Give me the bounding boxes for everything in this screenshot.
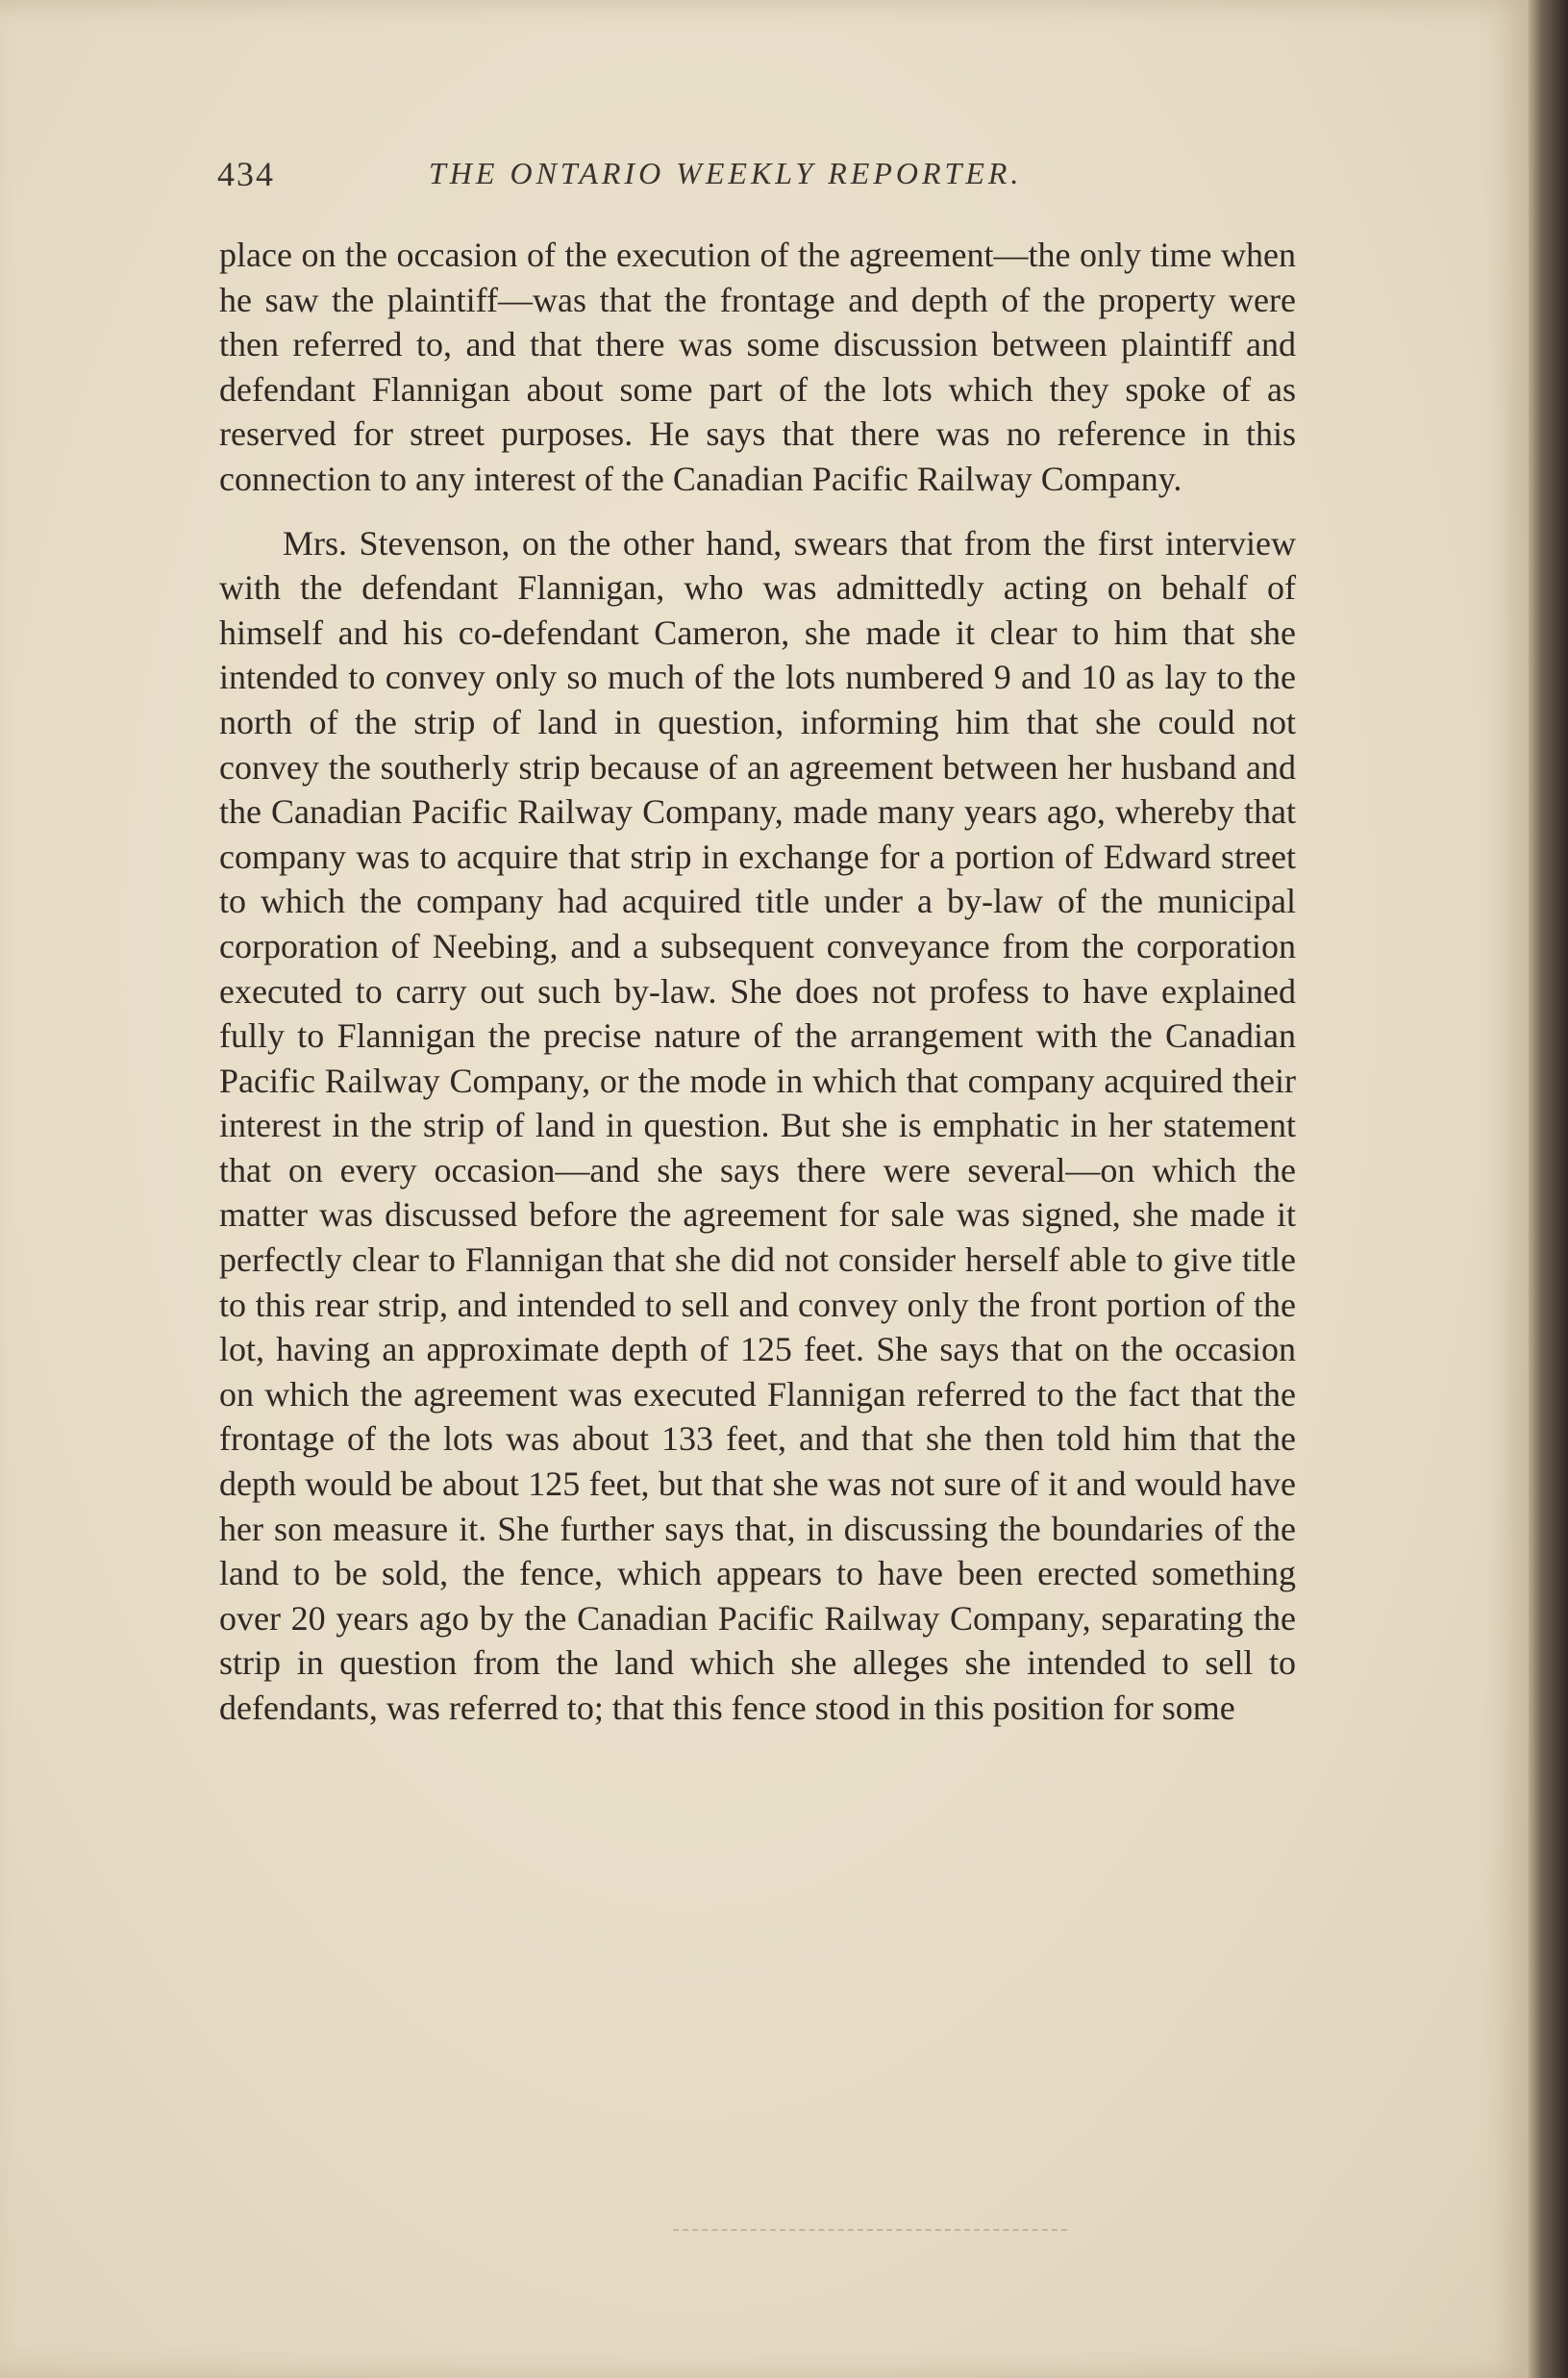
running-head: THE ONTARIO WEEKLY REPORTER. [429, 156, 1023, 190]
paragraph-continued: place on the occasion of the execution of the agreement—the only time when he saw the plaintiff—was that the frontage and depth of the property were then referred to, and that there was some discussion between plaintiff and defendant Flannigan about some part of the lots which they spoke of as reserved for street purposes. He says that there was no reference in this connection to any interest of the Canadian Pacific Railway Company. [219, 236, 1296, 498]
footer-rule [673, 2229, 1067, 2231]
body-text [219, 233, 1296, 1731]
page-header [217, 154, 1294, 202]
page-number: 434 [217, 155, 275, 193]
page-edge [1529, 0, 1568, 2378]
paragraph-stevenson: Mrs. Stevenson, on the other hand, swears that from the first interview with the defendant Flannigan, who was admittedly acting on behalf of himself and his co-defendant Cameron, she made it clear to him that she intended to convey only so much of the lots numbered 9 and 10 as lay to the north of the strip of land in question, informing him that she could not convey the southerly strip because of an agreement between her husband and the Canadian Pacific Railway Company, made many years ago, whereby that company was to acquire that strip in exchange for a portion of Edward street to which the company had acquired title under a by-law of the municipal corporation of Neebing, and a subsequent conveyance from the corporation executed to carry out such by-law. She does not profess to have explained fully to Flannigan the precise nature of the arrangement with the Canadian Pacific Railway Company, or the mode in which that company acquired their interest in the strip of land in question. But she is emphatic in her statement that on every occasion—and she says there were several—on which the matter was discussed before the agreement for sale was signed, she made it perfectly clear to Flannigan that she did not consider herself able to give title to this rear strip, and intended to sell and convey only the front portion of the lot, having an approximate depth of 125 feet. She says that on the occasion on which the agreement was executed Flannigan referred to the fact that the frontage of the lots was about 133 feet, and that she then told him that the depth would be about 125 feet, but that she was not sure of it and would have her son measure it. She further says that, in discussing the boundaries of the land to be sold, the fence, which appears to have been erected something over 20 years ago by the Canadian Pacific Railway Company, separating the strip in question from the land which she alleges she intended to sell to defendants, was referred to; that this fence stood in this position for some [219, 523, 1296, 1727]
